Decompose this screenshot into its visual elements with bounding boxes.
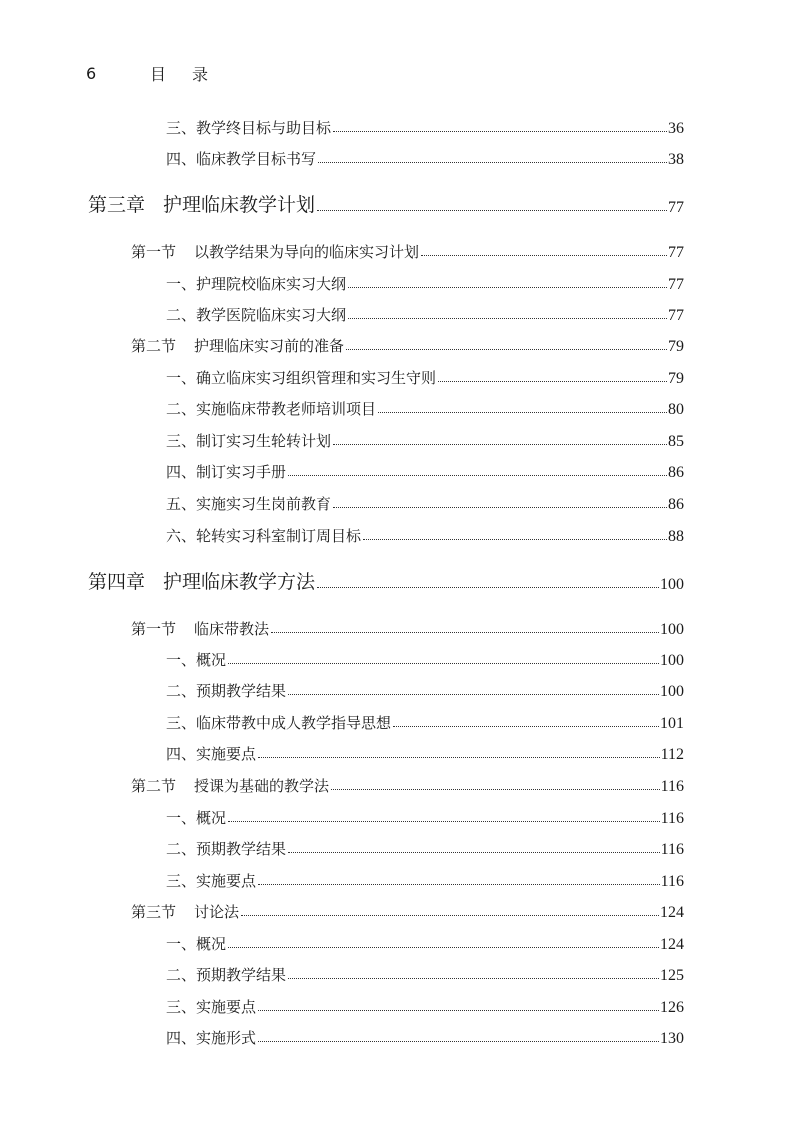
dot-leader [258, 1010, 659, 1011]
dot-leader [258, 884, 660, 885]
toc-page-number: 100 [660, 683, 684, 700]
toc-item[interactable] [166, 740, 684, 764]
toc-item-label: 四、实施要点 [166, 745, 257, 763]
toc-page-number: 116 [660, 778, 684, 795]
dot-leader [288, 694, 659, 695]
section-number: 第三节 [131, 903, 177, 921]
toc-item-label: 一、确立临床实习组织管理和实习生守则 [166, 369, 437, 387]
toc-item-label: 一、护理院校临床实习大纲 [166, 275, 347, 293]
dot-leader [331, 789, 660, 790]
chapter-title: 护理临床教学方法 [163, 571, 316, 593]
toc-page-number: 100 [660, 652, 684, 669]
toc-section-label [131, 618, 269, 639]
dot-leader [288, 852, 660, 853]
header-title: 目录 [150, 64, 235, 84]
dot-leader [258, 757, 660, 758]
toc-page-number: 125 [660, 967, 684, 984]
chapter-number: 第三章 [88, 194, 146, 216]
toc-item[interactable] [166, 301, 684, 325]
toc-item[interactable] [166, 677, 684, 701]
toc-item-label: 三、实施要点 [166, 998, 257, 1016]
toc-item[interactable] [166, 114, 684, 138]
toc-section-label [131, 775, 329, 796]
section-title: 授课为基础的教学法 [194, 777, 330, 795]
toc-item[interactable] [166, 930, 684, 954]
dot-leader [421, 255, 667, 256]
toc-page-number: 77 [668, 276, 684, 293]
toc-item-label: 四、临床教学目标书写 [166, 150, 317, 168]
toc-chapter-label [88, 567, 315, 594]
toc-item-label: 二、教学医院临床实习大纲 [166, 306, 347, 324]
page-number: 6 [86, 63, 97, 83]
section-title: 临床带教法 [194, 620, 270, 638]
toc-item[interactable] [166, 646, 684, 670]
toc-page-number: 124 [660, 936, 684, 953]
toc-item-label: 五、实施实习生岗前教育 [166, 495, 332, 513]
dot-leader [333, 507, 667, 508]
dot-leader [317, 587, 659, 588]
toc-item-label: 三、制订实习生轮转计划 [166, 432, 332, 450]
section-number: 第二节 [131, 777, 177, 795]
toc-page-number: 88 [668, 528, 684, 545]
section-title: 以教学结果为导向的临床实习计划 [194, 243, 420, 261]
dot-leader [288, 978, 659, 979]
toc-section-label [131, 241, 419, 262]
chapter-number: 第四章 [88, 571, 146, 593]
toc-item-label: 二、预期教学结果 [166, 682, 287, 700]
toc-page-number: 79 [668, 370, 684, 387]
toc-page-number: 86 [668, 496, 684, 513]
toc-section[interactable] [131, 332, 684, 356]
toc-page-number: 85 [668, 433, 684, 450]
toc-page-number: 77 [668, 199, 684, 216]
dot-leader [333, 131, 667, 132]
toc-page-number: 100 [660, 621, 684, 638]
toc-item[interactable] [166, 835, 684, 859]
dot-leader [288, 475, 667, 476]
toc-item-label: 四、实施形式 [166, 1029, 257, 1047]
dot-leader [333, 444, 667, 445]
section-title: 护理临床实习前的准备 [194, 337, 345, 355]
toc-item[interactable] [166, 993, 684, 1017]
dot-leader [318, 162, 667, 163]
toc-page-number: 80 [668, 401, 684, 418]
toc-page-number: 101 [660, 715, 684, 732]
toc-section-label [131, 901, 239, 922]
dot-leader [393, 726, 659, 727]
dot-leader [258, 1041, 659, 1042]
dot-leader [438, 381, 667, 382]
toc-item-label: 一、概况 [166, 809, 227, 827]
dot-leader [348, 287, 667, 288]
toc-page-number: 79 [668, 338, 684, 355]
dot-leader [363, 539, 667, 540]
toc-item-label: 三、教学终目标与助目标 [166, 119, 332, 137]
toc-item[interactable] [166, 961, 684, 985]
dot-leader [348, 318, 667, 319]
toc-item-label: 三、临床带教中成人教学指导思想 [166, 714, 392, 732]
dot-leader [228, 663, 659, 664]
dot-leader [228, 821, 660, 822]
toc-item-label: 二、预期教学结果 [166, 840, 287, 858]
section-number: 第一节 [131, 243, 177, 261]
toc-item[interactable] [166, 804, 684, 828]
toc-item[interactable] [166, 867, 684, 891]
toc-item-label: 三、实施要点 [166, 872, 257, 890]
toc-item[interactable] [166, 490, 684, 514]
dot-leader [346, 349, 667, 350]
toc-item-label: 六、轮转实习科室制订周目标 [166, 527, 362, 545]
toc-chapter[interactable] [88, 568, 684, 594]
toc-section-label [131, 335, 344, 356]
dot-leader [271, 632, 659, 633]
toc-page-number: 100 [660, 576, 684, 593]
toc-item-label: 四、制订实习手册 [166, 463, 287, 481]
toc-item-label: 一、概况 [166, 651, 227, 669]
dot-leader [241, 915, 659, 916]
dot-leader [228, 947, 659, 948]
toc-page-number: 126 [660, 999, 684, 1016]
toc-page-number: 38 [668, 151, 684, 168]
section-title: 讨论法 [194, 903, 240, 921]
toc-item[interactable] [166, 458, 684, 482]
toc-item[interactable] [166, 427, 684, 451]
toc-page-number: 130 [660, 1030, 684, 1047]
toc-item[interactable] [166, 709, 684, 733]
toc-page-number: 116 [660, 841, 684, 858]
toc-item[interactable] [166, 1024, 684, 1048]
dot-leader [317, 210, 667, 211]
toc-item[interactable] [166, 145, 684, 169]
section-number: 第二节 [131, 337, 177, 355]
toc-page-number: 77 [668, 244, 684, 261]
toc-chapter-label [88, 190, 315, 217]
toc-page-number: 116 [660, 873, 684, 890]
dot-leader [378, 412, 667, 413]
toc-page-number: 124 [660, 904, 684, 921]
toc-item-label: 二、实施临床带教老师培训项目 [166, 400, 377, 418]
toc-item[interactable] [166, 364, 684, 388]
toc-page-number: 36 [668, 120, 684, 137]
toc-item[interactable] [166, 395, 684, 419]
toc-chapter[interactable] [88, 191, 684, 217]
toc-item[interactable] [166, 522, 684, 546]
toc-section[interactable] [131, 898, 684, 922]
section-number: 第一节 [131, 620, 177, 638]
chapter-title: 护理临床教学计划 [163, 194, 316, 216]
toc-item-label: 二、预期教学结果 [166, 966, 287, 984]
toc-item[interactable] [166, 270, 684, 294]
toc-section[interactable] [131, 772, 684, 796]
toc-section[interactable] [131, 615, 684, 639]
toc-page-number: 112 [660, 746, 684, 763]
toc-page-number: 77 [668, 307, 684, 324]
toc-page-number: 86 [668, 464, 684, 481]
toc-page-number: 116 [660, 810, 684, 827]
toc-section[interactable] [131, 238, 684, 262]
toc-item-label: 一、概况 [166, 935, 227, 953]
